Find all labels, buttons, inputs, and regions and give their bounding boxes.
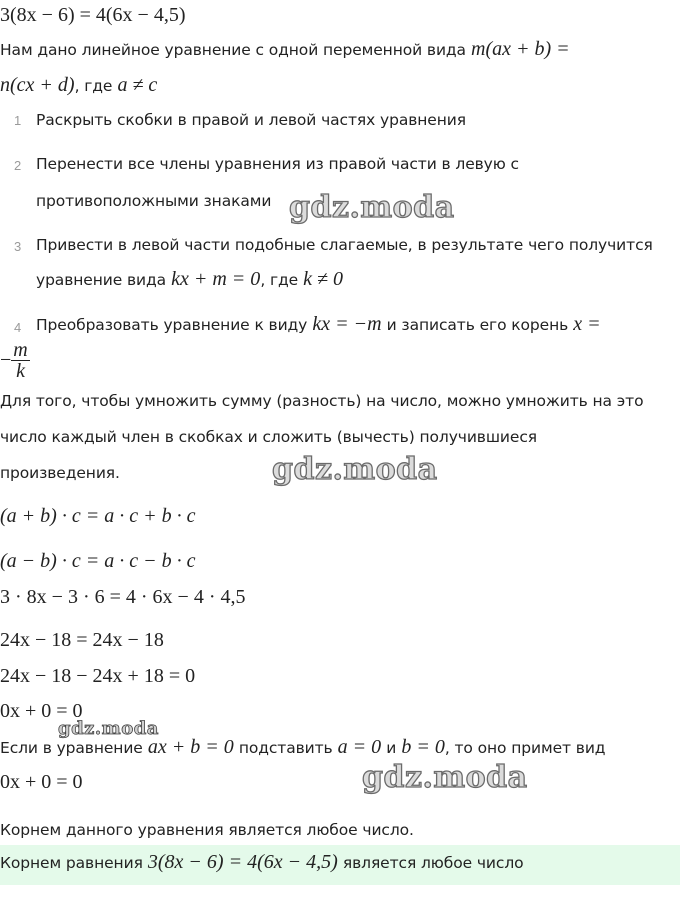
- result-equation: 0x + 0 = 0: [0, 771, 83, 793]
- solution-step-3: 24x − 18 − 24x + 18 = 0: [0, 665, 196, 687]
- fraction: [11, 340, 29, 381]
- rule-line-3: произведения.: [0, 464, 120, 482]
- step-4-text-2: и записать его корень: [386, 316, 569, 334]
- step-3-text-where: , где: [260, 271, 299, 289]
- substitution-math-3: b = 0: [401, 736, 445, 758]
- step-2-text-line-1: Перенести все члены уравнения из правой части в левую с: [36, 155, 519, 173]
- fraction-denominator: k: [16, 360, 25, 382]
- rule-formula-sum: (a + b) · c = a · c + b · c: [0, 505, 196, 527]
- intro-line-1: [0, 38, 570, 61]
- intro-form-left: m(ax + b) =: [471, 38, 570, 60]
- intro-line-2: [0, 74, 157, 97]
- answer-line: [0, 851, 524, 874]
- rule-formula-diff: (a − b) · c = a · c − b · c: [0, 550, 196, 572]
- conclusion-text: Корнем данного уравнения является любое число.: [0, 821, 414, 839]
- substitution-math-2: a = 0: [337, 736, 382, 758]
- step-4-root-lhs: x =: [573, 313, 601, 335]
- substitution-line: [0, 736, 605, 759]
- substitution-text-a: Если в уравнение: [0, 739, 143, 757]
- solution-step-2: 24x − 18 = 24x − 18: [0, 629, 164, 651]
- answer-text-a: Корнем равнения: [0, 854, 143, 872]
- answer-text-b: является любое число: [342, 854, 524, 872]
- step-4-text: Преобразовать уравнение к виду: [36, 316, 308, 334]
- step-3-text: уравнение вида: [36, 271, 167, 289]
- intro-condition: a ≠ c: [117, 74, 158, 96]
- substitution-text-b: подставить: [238, 739, 333, 757]
- rule-line-1: Для того, чтобы умножить сумму (разность) на число, можно умножить на это: [0, 392, 644, 410]
- substitution-text-d: , то оно примет вид: [444, 739, 606, 757]
- watermark: gdz.moda: [58, 718, 159, 739]
- step-3-line-2: [36, 268, 343, 291]
- fraction-minus: −: [0, 349, 12, 371]
- step-4-line-1: [36, 313, 601, 336]
- intro-text: Нам дано линейное уравнение с одной переменной вида: [0, 41, 466, 59]
- step-3-text-line-1: Привести в левой части подобные слагаемые, в результате чего получится: [36, 236, 653, 254]
- rule-line-2: число каждый член в скобках и сложить (вычесть) получившиеся: [0, 428, 537, 446]
- step-number: 2: [14, 158, 22, 173]
- step-number: 1: [14, 113, 22, 128]
- step-3-math: kx + m = 0: [171, 268, 261, 290]
- solution-step-4: 0x + 0 = 0: [0, 700, 83, 722]
- watermark: gdz.moda: [362, 760, 528, 795]
- step-number: 3: [14, 239, 22, 254]
- step-1-text: Раскрыть скобки в правой и левой частях уравнения: [36, 111, 466, 129]
- answer-math: 3(8x − 6) = 4(6x − 4,5): [147, 851, 338, 873]
- intro-form-right: n(cx + d): [0, 74, 75, 96]
- watermark: gdz.moda: [289, 190, 455, 225]
- substitution-text-c: и: [386, 739, 397, 757]
- step-3-condition: k ≠ 0: [303, 268, 344, 290]
- step-2-text-line-2: противоположными знаками: [36, 192, 272, 210]
- equation-title: 3(8x − 6) = 4(6x − 4,5): [0, 4, 186, 26]
- step-number: 4: [14, 320, 22, 335]
- solution-step-1: 3 · 8x − 3 · 6 = 4 · 6x − 4 · 4,5: [0, 586, 246, 608]
- intro-text-2: , где: [74, 77, 113, 95]
- fraction-numerator: m: [13, 339, 28, 361]
- substitution-math-1: ax + b = 0: [147, 736, 234, 758]
- step-4-root-fraction: [0, 340, 30, 381]
- watermark: gdz.moda: [272, 452, 438, 487]
- step-4-math: kx = −m: [312, 313, 382, 335]
